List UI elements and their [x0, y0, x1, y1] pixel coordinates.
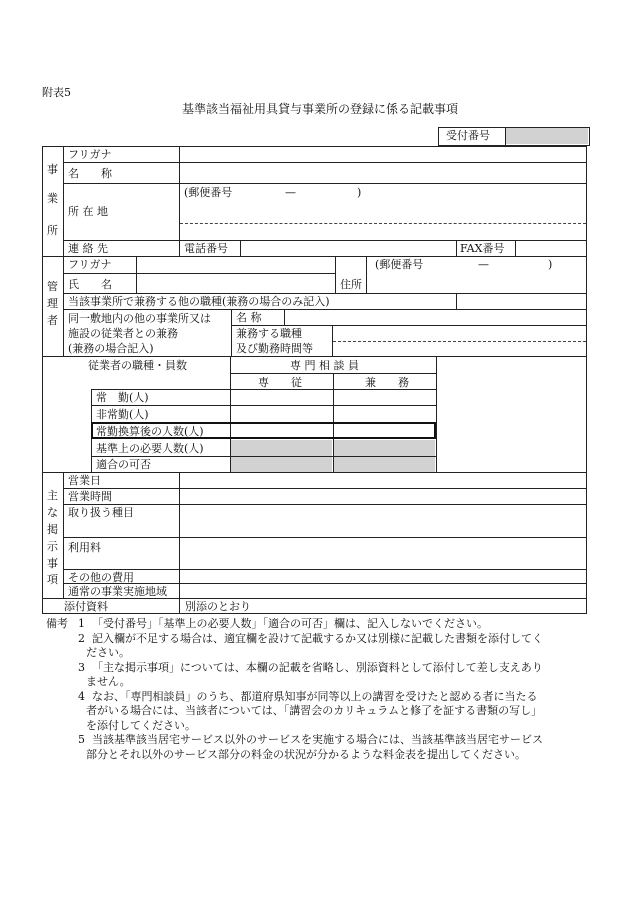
receipt-number-field	[506, 128, 588, 144]
manager-furigana-label: フリガナ	[68, 258, 112, 271]
document-title: 基準該当福祉用具貸与事業所の登録に係る記載事項	[182, 102, 459, 116]
note-text: 者がいる場合には、当該者については、「講習会のカリキュラムと修了を証する書類の写し」	[86, 704, 543, 717]
note-text: 「受付番号」「基準上の必要人数」「適合の可否」欄は、記入しないでください。	[92, 617, 488, 630]
office-name-label: 名 称	[68, 167, 112, 180]
office-side-char-3: 所	[47, 224, 58, 237]
item-types-label: 取り扱う種目	[68, 506, 134, 519]
office-fax-label: FAX番号	[460, 242, 505, 255]
note-text: 部分とそれ以外のサービス部分の料金の状況が分かるような料金表を提出してください。	[86, 747, 526, 761]
office-postal-dash: —	[285, 186, 296, 199]
manager-postal-open: (郵便番号	[375, 258, 424, 271]
attachments-label: 添付資料	[64, 600, 108, 613]
same-site-label-line1: 同一敷地内の他の事業所又は	[68, 312, 211, 325]
posting-side-char-2: な	[47, 506, 58, 519]
note-text: を添付してください。	[86, 718, 196, 732]
manager-postal-close: )	[548, 258, 553, 271]
required-fulltime-cell	[231, 440, 332, 456]
consultant-header-label: 専 門 相 談 員	[290, 359, 359, 372]
office-contact-label: 連 絡 先	[68, 242, 108, 255]
service-area-label: 通常の事業実施地域	[68, 585, 167, 598]
note-text: 「主な掲示事項」については、本欄の記載を省略し、別添資料として添付して差し支えあり	[92, 660, 543, 674]
office-phone-label: 電話番号	[184, 242, 228, 255]
manager-address-label: 住所	[340, 278, 362, 291]
receipt-number-label: 受付番号	[446, 129, 490, 142]
concurrent-header-label: 兼 務	[365, 376, 409, 389]
note-number: 2	[78, 631, 85, 645]
office-furigana-label: フリガナ	[68, 148, 112, 161]
staff-row-conformity: 適合の可否	[96, 458, 151, 471]
concurrent-duty-label-line2: 及び勤務時間等	[236, 342, 313, 355]
registration-form	[42, 146, 587, 614]
posting-side-char-1: 主	[47, 489, 58, 502]
posting-side-char-3: 掲	[47, 523, 58, 536]
other-fees-label: その他の費用	[68, 571, 134, 584]
same-site-label-line3: (兼務の場合記入)	[68, 342, 154, 355]
staff-row-required: 基準上の必要人数(人)	[96, 442, 204, 455]
conformity-fulltime-cell	[231, 457, 332, 472]
note-text: 当該基準該当居宅サービス以外のサービスを実施する場合には、当該基準該当居宅サービス	[92, 733, 543, 746]
business-hours-label: 営業時間	[68, 490, 112, 503]
manager-side-char-2: 理	[47, 297, 58, 310]
note-number: 1	[78, 617, 85, 630]
staff-header-label: 従業者の職種・員数	[88, 359, 187, 372]
note-text: ません。	[86, 675, 131, 688]
note-number: 5	[78, 733, 85, 746]
fee-label: 利用料	[68, 541, 101, 554]
posting-side-char-4: 示	[47, 540, 58, 553]
posting-side-char-5: 事	[47, 557, 58, 570]
staff-row-fte: 常勤換算後の人数(人)	[96, 425, 204, 438]
concurrent-duty-label-line1: 兼務する職種	[236, 327, 302, 340]
staff-row-fulltime: 常 勤(人)	[96, 391, 149, 404]
note-number: 4	[78, 689, 85, 703]
note-text: なお、「専門相談員」のうち、都道府県知事が同等以上の講習を受けたと認める者に当たる	[92, 689, 538, 703]
office-postal-open: (郵便番号	[184, 186, 233, 199]
office-side-char-1: 事	[47, 163, 58, 176]
staff-row-parttime: 非常勤(人)	[96, 408, 149, 421]
manager-other-duty-label: 当該事業所で兼務する他の職種(兼務の場合のみ記入)	[68, 295, 330, 308]
office-postal-close: )	[357, 186, 362, 199]
note-text: ださい。	[86, 646, 130, 659]
attachments-value: 別添のとおり	[185, 600, 251, 613]
manager-side-char-1: 管	[47, 280, 58, 293]
fulltime-header-label: 専 従	[258, 376, 302, 389]
notes-label: 備考	[46, 617, 68, 630]
posting-side-char-6: 項	[47, 573, 58, 586]
required-concurrent-cell	[334, 440, 435, 456]
office-side-char-2: 業	[47, 192, 58, 205]
business-days-label: 営業日	[68, 474, 101, 487]
office-address-label: 所 在 地	[68, 205, 108, 218]
manager-postal-dash: —	[478, 258, 489, 271]
annex-label: 附表5	[42, 86, 71, 99]
note-number: 3	[78, 660, 85, 674]
conformity-concurrent-cell	[334, 457, 435, 472]
manager-name-label: 氏 名	[68, 278, 112, 291]
same-site-label-line2: 施設の従業者との兼務	[68, 327, 178, 340]
facility-name-label: 名 称	[236, 311, 262, 324]
note-text: 記入欄が不足する場合は、適宜欄を設けて記載するか又は別様に記載した書類を添付してく	[92, 631, 543, 645]
manager-side-char-3: 者	[47, 314, 58, 327]
